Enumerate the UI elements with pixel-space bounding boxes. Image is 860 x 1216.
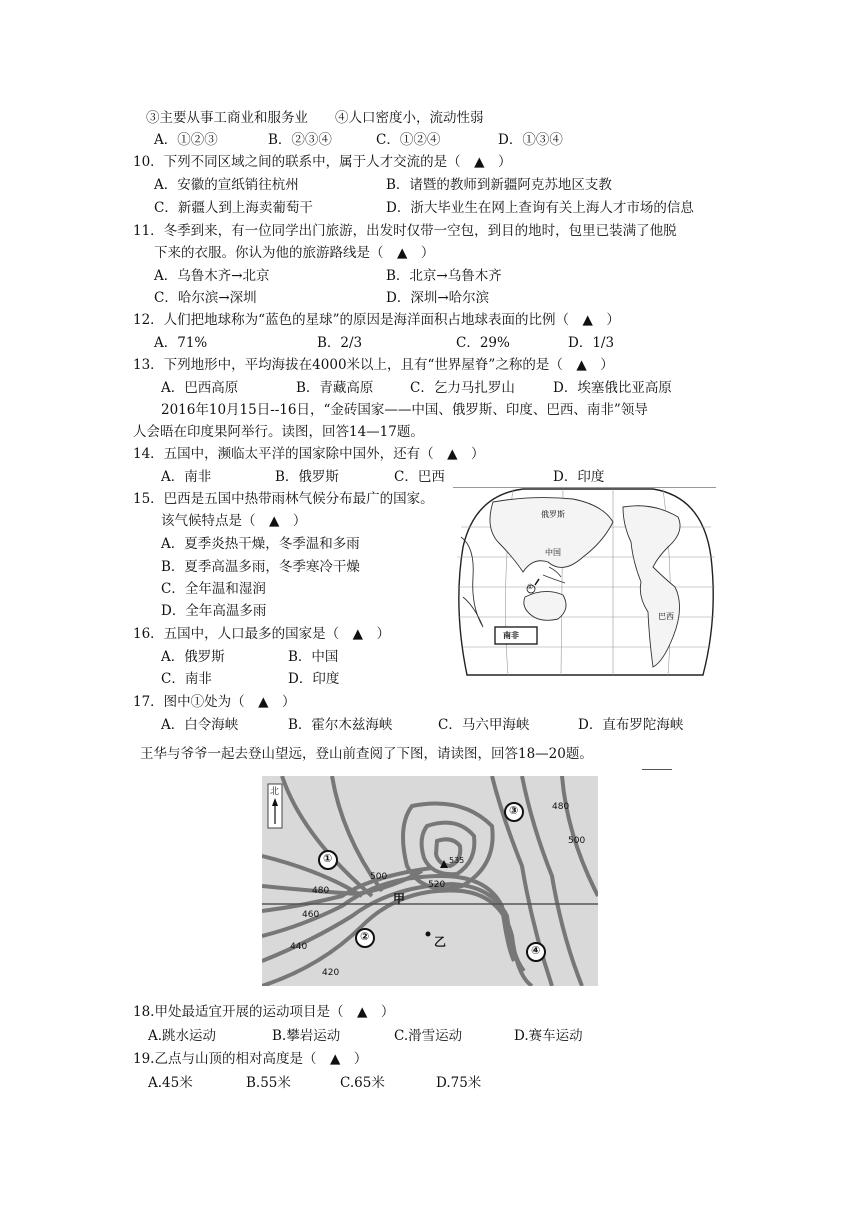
- q12-option-a: A．71%: [154, 335, 208, 351]
- q15-stem-line2: 该气候特点是（ ▲ ）: [161, 513, 307, 529]
- label-russia: 俄罗斯: [541, 510, 565, 519]
- q10-option-a: A．安徽的宣纸销往杭州: [154, 177, 299, 193]
- q9-option-d: D．①③④: [498, 132, 563, 148]
- q11-option-a: A．乌鲁木齐→北京: [154, 268, 270, 284]
- q15-stem-line1: 15．巴西是五国中热带雨林气候分布最广的国家。: [133, 491, 434, 507]
- q16-stem: 16．五国中，人口最多的国家是（ ▲ ）: [133, 626, 391, 642]
- contour-520: 520: [428, 880, 446, 890]
- q10-stem: 10．下列不同区域之间的联系中，属于人才交流的是（ ▲ ）: [133, 154, 512, 170]
- q9-option-a: A．①②③: [154, 132, 218, 148]
- contour-map-figure: [262, 776, 598, 986]
- q11-option-d: D．深圳→哈尔滨: [386, 290, 490, 306]
- q11-option-c: C．哈尔滨→深圳: [154, 290, 257, 306]
- q13-stem: 13．下列地形中，平均海拔在4000米以上，且有“世界屋脊”之称的是（ ▲ ）: [133, 357, 614, 373]
- marker-4: ④: [531, 944, 541, 957]
- q9-option-c: C．①②④: [376, 132, 441, 148]
- marker-2: ②: [360, 930, 370, 943]
- label-point-1: ①: [527, 583, 534, 591]
- contour-500: 500: [370, 872, 388, 882]
- world-map-figure: [453, 487, 716, 676]
- point-yi: 乙: [434, 935, 447, 949]
- q19-option-a: A.45米: [148, 1075, 193, 1091]
- q17-option-a: A．白令海峡: [161, 717, 239, 733]
- q18-option-c: C.滑雪运动: [394, 1028, 463, 1044]
- point-jia: 甲: [393, 892, 406, 906]
- q17-stem: 17．图中①处为（ ▲ ）: [133, 694, 296, 710]
- q13-option-d: D．埃塞俄比亚高原: [553, 380, 672, 396]
- q9-statement: ③主要从事工商业和服务业 ④人口密度小，流动性弱: [146, 110, 484, 126]
- q12-stem: 12．人们把地球称为“蓝色的星球”的原因是海洋面积占地球表面的比例（ ▲ ）: [133, 312, 620, 328]
- q12-option-b: B．2/3: [317, 335, 363, 351]
- q14-option-b: B．俄罗斯: [275, 469, 339, 485]
- q16-option-b: B．中国: [288, 649, 339, 665]
- q13-option-c: C．乞力马扎罗山: [410, 380, 515, 396]
- contour-500-east: 500: [568, 836, 586, 846]
- q10-option-b: B．诸暨的教师到新疆阿克苏地区支教: [386, 177, 612, 193]
- q15-option-d: D．全年高温多雨: [161, 603, 267, 619]
- q13-option-b: B．青藏高原: [296, 380, 374, 396]
- separator-line: [642, 769, 672, 770]
- marker-3: ③: [509, 804, 519, 817]
- q18-option-d: D.赛车运动: [514, 1028, 583, 1044]
- contour-460: 460: [302, 910, 320, 920]
- intro-14-17-line1: 2016年10月15日--16日，“金砖国家——中国、俄罗斯、印度、巴西、南非”领导: [161, 402, 648, 418]
- q14-option-c: C．巴西: [394, 469, 445, 485]
- q14-option-d: D．印度: [553, 469, 605, 485]
- q18-option-b: B.攀岩运动: [272, 1028, 341, 1044]
- q19-option-d: D.75米: [436, 1075, 482, 1091]
- q18-option-a: A.跳水运动: [148, 1028, 217, 1044]
- q15-option-b: B．夏季高温多雨，冬季寒冷干燥: [161, 559, 360, 575]
- q12-option-d: D．1/3: [568, 335, 615, 351]
- contour-480: 480: [312, 886, 330, 896]
- label-china: 中国: [545, 548, 561, 557]
- intro-14-17-line2: 人会晤在印度果阿举行。读图，回答14—17题。: [133, 424, 424, 440]
- q10-option-c: C．新疆人到上海卖葡萄干: [154, 200, 313, 216]
- q19-option-c: C.65米: [340, 1075, 385, 1091]
- intro-18-20: 王华与爷爷一起去登山望远，登山前查阅了下图，请读图，回答18—20题。: [140, 746, 593, 762]
- label-brazil: 巴西: [658, 612, 674, 621]
- label-south-africa: 南非: [503, 631, 519, 640]
- q15-option-c: C．全年温和湿润: [161, 581, 266, 597]
- q13-option-a: A．巴西高原: [161, 380, 239, 396]
- peak-elevation: 535: [449, 856, 465, 865]
- marker-1: ①: [323, 852, 333, 865]
- q16-option-a: A．俄罗斯: [161, 649, 225, 665]
- q19-stem: 19.乙点与山顶的相对高度是（ ▲ ）: [133, 1051, 368, 1067]
- contour-440: 440: [290, 942, 308, 952]
- q19-option-b: B.55米: [246, 1075, 291, 1091]
- q11-stem-line1: 11．冬季到来，有一位同学出门旅游，出发时仅带一空包，到目的地时，包里已装满了他脱: [133, 223, 677, 239]
- q14-stem: 14．五国中，濒临太平洋的国家除中国外，还有（ ▲ ）: [133, 446, 485, 462]
- q16-option-c: C．南非: [161, 671, 212, 687]
- q14-option-a: A．南非: [161, 469, 212, 485]
- q18-stem: 18.甲处最适宜开展的运动项目是（ ▲ ）: [133, 1004, 395, 1020]
- q17-option-c: C．马六甲海峡: [438, 717, 530, 733]
- q12-option-c: C．29%: [456, 335, 510, 351]
- q16-option-d: D．印度: [288, 671, 340, 687]
- contour-420: 420: [322, 968, 340, 978]
- q17-option-b: B．霍尔木兹海峡: [288, 717, 393, 733]
- q9-option-b: B．②③④: [268, 132, 332, 148]
- contour-480-east: 480: [552, 802, 570, 812]
- q11-stem-line2: 下来的衣服。你认为他的旅游路线是（ ▲ ）: [154, 245, 435, 261]
- q15-option-a: A．夏季炎热干燥，冬季温和多雨: [161, 536, 360, 552]
- q17-option-d: D．直布罗陀海峡: [578, 717, 684, 733]
- north-label: 北: [270, 787, 280, 797]
- q10-option-d: D．浙大毕业生在网上查询有关上海人才市场的信息: [386, 200, 694, 216]
- q11-option-b: B．北京→乌鲁木齐: [386, 268, 502, 284]
